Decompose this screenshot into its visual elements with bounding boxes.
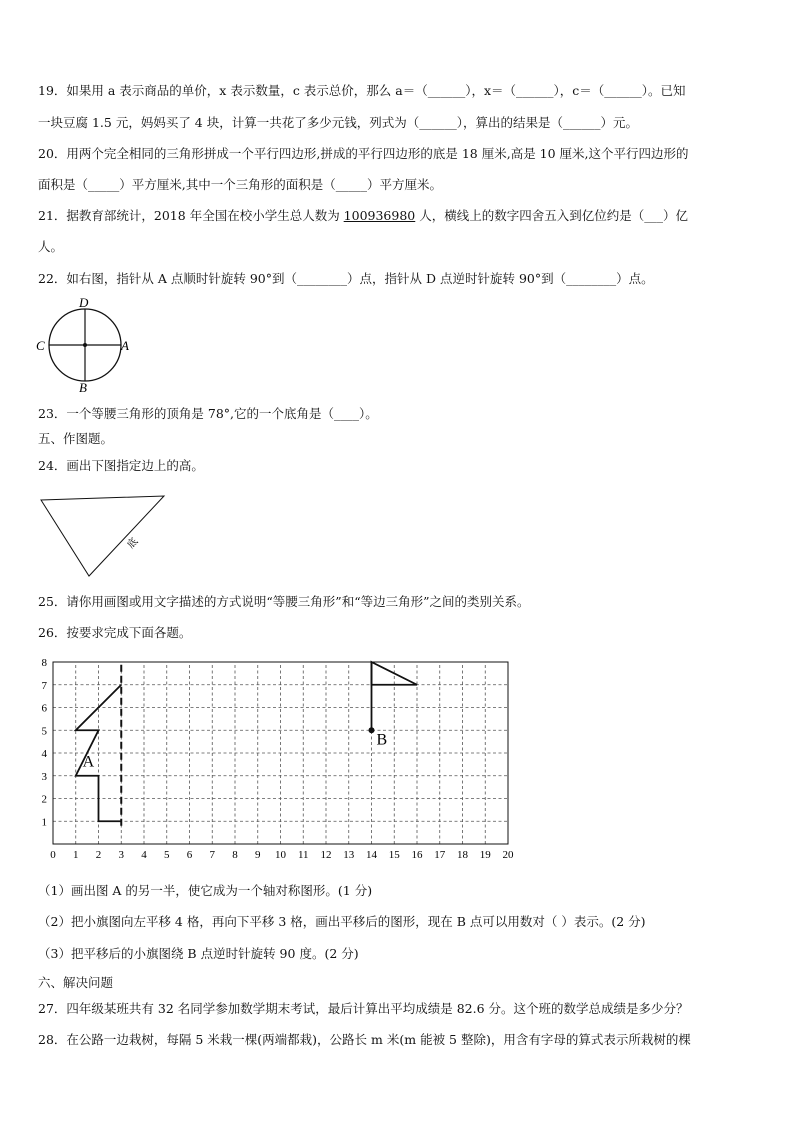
triangle-figure [36,492,171,584]
q26-part2: （2）把小旗图向左平移 4 格，再向下平移 3 格，画出平移后的图形，现在 B 点可以用数对（ ）表示。(2 分) [38,914,646,929]
x-tick-label: 12 [320,849,332,861]
x-tick-label: 6 [186,849,193,861]
x-tick-label: 15 [388,849,400,861]
x-tick-label: 8 [232,849,238,861]
y-tick-label: 4 [41,748,47,760]
y-tick-label: 5 [41,725,47,738]
q26-part3: （3）把平移后的小旗图绕 B 点逆时针旋转 90 度。(2 分) [38,946,359,961]
shape-a-label: A [82,753,95,771]
x-tick-label: 2 [95,849,102,861]
q26-part1: （1）画出图 A 的另一半，使它成为一个轴对称图形。(1 分) [38,883,373,898]
coordinate-grid [30,650,530,865]
y-tick-label: 8 [41,657,47,669]
x-tick-label: 4 [141,849,147,861]
q20-line2: 面积是（_____）平方厘米,其中一个三角形的面积是（_____）平方厘米。 [38,177,442,192]
clock-center-dot [83,343,87,347]
q26-line1: 26．按要求完成下面各题。 [38,625,192,640]
x-tick-label: 16 [411,849,423,861]
q27-line1: 27．四年级某班共有 32 名同学参加数学期末考试，最后计算出平均成绩是 82.6 分。这个班的数学总成绩是多少分？ [38,1001,689,1016]
point-b-dot [369,727,375,733]
q28-line1: 28．在公路一边栽树，每隔 5 米栽一棵(两端都栽)，公路长 m 米(m 能被 5 整除)，用含有字母的算式表示所栽树的棵 [38,1032,691,1047]
y-tick-label: 2 [41,793,47,806]
q19-line1: 19．如果用 a 表示商品的单价，x 表示数量，c 表示总价，那么 a＝（______），x＝（______），c＝（______）。已知 [38,83,686,98]
x-tick-label: 19 [479,849,491,861]
x-tick-label: 3 [118,849,124,861]
q19-line2: 一块豆腐 1.5 元，妈妈买了 4 块，计算一共花了多少元钱，列式为（______），算出的结果是（______）元。 [38,115,638,130]
label-d: D [79,295,89,310]
x-tick-label: 20 [502,849,514,861]
triangle-base-label: 底 [125,536,141,551]
q21-underlined-number: 100936980 [343,208,416,223]
x-tick-label: 0 [50,849,56,861]
x-tick-label: 7 [209,849,215,861]
section5-title: 五、作图题。 [38,431,114,446]
x-tick-label: 18 [457,849,468,861]
label-c: C [36,338,45,353]
x-tick-label: 1 [73,849,79,861]
x-tick-label: 14 [366,849,377,861]
y-tick-label: 7 [41,679,47,692]
q23-line1: 23．一个等腰三角形的顶角是 78°,它的一个底角是（____）。 [38,406,378,421]
y-tick-label: 1 [41,816,47,829]
q21-text-b: 人，横线上的数字四舍五入到亿位约是（___）亿 [415,208,688,223]
q21-line1 [38,208,688,224]
y-tick-label: 3 [41,770,47,783]
x-tick-label: 13 [343,849,355,861]
section6-title: 六、解决问题 [38,975,114,990]
q20-line1: 20．用两个完全相同的三角形拼成一个平行四边形,拼成的平行四边形的底是 18 厘米,高是 10 厘米,这个平行四边形的 [38,146,689,161]
q21-text-a: 21．据教育部统计，2018 年全国在校小学生总人数为 [38,208,344,223]
q25-line1: 25．请你用画图或用文字描述的方式说明“等腰三角形”和“等边三角形”之间的类别关系。 [38,594,530,609]
label-a: A [121,338,129,353]
q24-line1: 24．画出下图指定边上的高。 [38,458,204,473]
label-b: B [79,380,87,394]
q22-line1: 22．如右图，指针从 A 点顺时针旋转 90°到（________）点，指针从 D 点逆时针旋转 90°到（________）点。 [38,271,654,286]
q21-line2: 人。 [38,239,64,254]
x-tick-label: 17 [434,849,446,861]
x-tick-label: 11 [297,849,309,861]
point-b-label: B [376,731,388,749]
x-tick-label: 10 [275,849,286,861]
x-tick-label: 5 [164,849,170,861]
triangle-shape [41,496,164,576]
x-tick-label: 9 [255,849,261,861]
y-tick-label: 6 [41,702,47,715]
clock-figure [34,294,144,394]
